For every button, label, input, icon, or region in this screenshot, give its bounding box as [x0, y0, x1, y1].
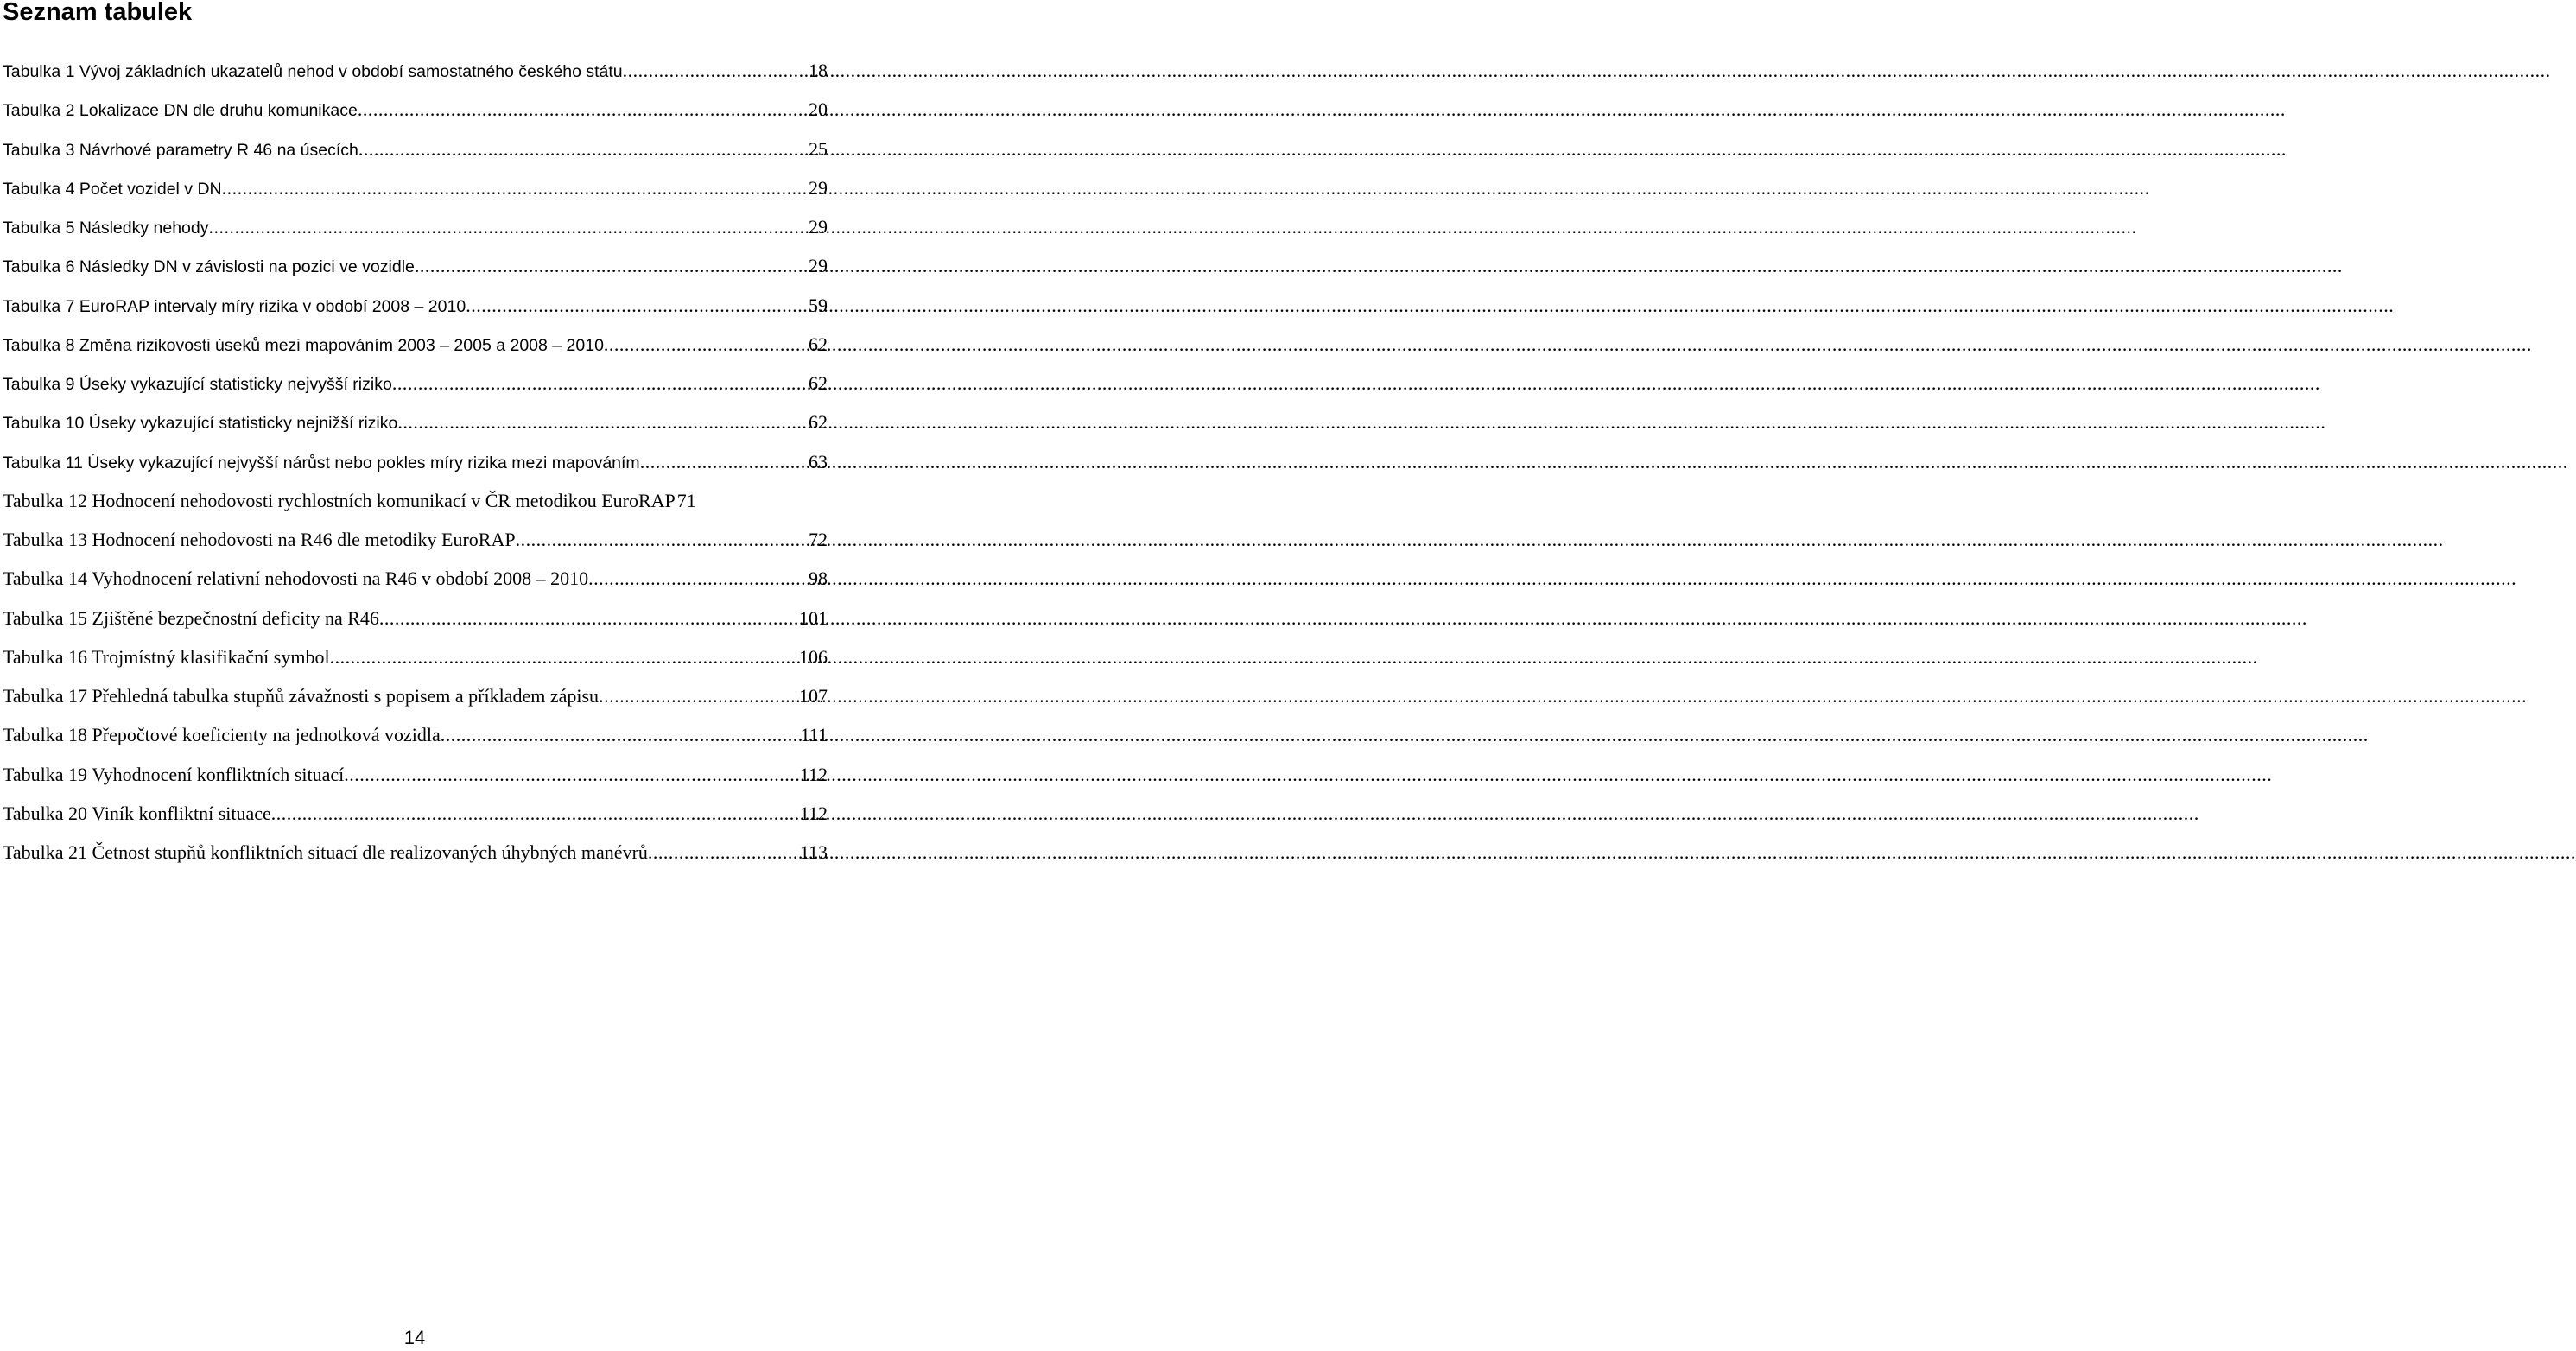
toc-entry[interactable]	[3, 207, 828, 246]
toc-entry[interactable]	[3, 246, 828, 285]
toc-page-number: 20	[809, 98, 828, 121]
toc-entry-text: Tabulka 11 Úseky vykazující nejvyšší nárůst nebo pokles míry rizika mezi mapováním	[3, 453, 640, 473]
toc-entry-text: Tabulka 12 Hodnocení nehodovosti rychlostních komunikací v ČR metodikou EuroRAP	[3, 489, 676, 511]
toc-dot-leader	[397, 403, 807, 441]
toc-dot-leader	[392, 364, 807, 403]
toc-entry-text: Tabulka 7 EuroRAP intervaly míry rizika v období 2008 – 2010	[3, 296, 466, 316]
toc-page-number: 59	[809, 294, 828, 316]
toc-page-number: 107	[799, 685, 828, 707]
toc-dot-leader	[466, 286, 807, 325]
toc-entry[interactable]	[3, 403, 828, 441]
toc-dot-leader	[358, 130, 807, 168]
toc-entry-text: Tabulka 4 Počet vozidel v DN	[3, 179, 222, 199]
toc-page-number: 29	[809, 216, 828, 238]
toc-entry-text: Tabulka 21 Četnost stupňů konfliktních situací dle realizovaných úhybných manévrů	[3, 841, 648, 863]
toc-dot-leader	[604, 325, 807, 364]
toc-entry[interactable]	[3, 599, 828, 637]
toc-dot-leader	[623, 51, 807, 90]
toc-page-number: 71	[676, 489, 696, 511]
toc-entry[interactable]	[3, 755, 828, 794]
toc-dot-leader	[441, 715, 799, 754]
toc-page-number: 111	[800, 724, 828, 746]
toc-dot-leader	[648, 833, 798, 872]
toc-page-number: 112	[799, 802, 828, 824]
toc-entry[interactable]	[3, 794, 828, 833]
toc-dot-leader	[588, 559, 807, 598]
toc-dot-leader	[516, 520, 807, 559]
toc-entry[interactable]	[3, 481, 828, 520]
toc-page-number: 98	[809, 568, 828, 590]
toc-entry-text: Tabulka 13 Hodnocení nehodovosti na R46 dle metodiky EuroRAP	[3, 529, 516, 550]
toc-dot-leader	[640, 442, 807, 481]
toc-dot-leader	[379, 599, 797, 637]
toc-entry-text: Tabulka 16 Trojmístný klasifikační symbol	[3, 645, 330, 668]
toc-entry-text: Tabulka 9 Úseky vykazující statisticky nejvyšší riziko	[3, 375, 392, 394]
toc-page-number: 29	[809, 176, 828, 199]
toc-entry-text: Tabulka 15 Zjištěné bezpečnostní deficity na R46	[3, 606, 379, 629]
toc-page-number: 113	[799, 841, 828, 863]
toc-entry-text: Tabulka 17 Přehledná tabulka stupňů závažnosti s popisem a příkladem zápisu	[3, 685, 600, 707]
toc-page-number: 106	[799, 645, 828, 668]
toc-entry-text: Tabulka 20 Viník konfliktní situace	[3, 802, 271, 824]
page-title: Seznam tabulek	[3, 0, 193, 26]
toc-entry-text: Tabulka 6 Následky DN v závislosti na pozici ve vozidle	[3, 257, 415, 277]
toc-entry[interactable]	[3, 130, 828, 168]
table-of-contents-list	[3, 51, 828, 872]
toc-entry-text: Tabulka 8 Změna rizikovosti úseků mezi mapováním 2003 – 2005 a 2008 – 2010	[3, 335, 604, 355]
toc-entry[interactable]	[3, 286, 828, 325]
toc-entry[interactable]	[3, 51, 828, 90]
toc-entry-text: Tabulka 1 Vývoj základních ukazatelů nehod v období samostatného českého státu	[3, 62, 623, 81]
toc-page-number: 112	[799, 763, 828, 785]
toc-entry-text: Tabulka 5 Následky nehody	[3, 219, 209, 238]
toc-entry[interactable]	[3, 676, 828, 715]
toc-page-number: 72	[809, 529, 828, 550]
toc-dot-leader	[271, 794, 798, 833]
toc-page-number: 62	[809, 333, 828, 355]
toc-entry[interactable]	[3, 90, 828, 129]
toc-entry-text: Tabulka 14 Vyhodnocení relativní nehodovosti na R46 v období 2008 – 2010	[3, 568, 589, 590]
toc-dot-leader	[358, 90, 807, 129]
toc-entry-text: Tabulka 2 Lokalizace DN dle druhu komunikace	[3, 101, 358, 121]
toc-page-number: 62	[809, 411, 828, 434]
toc-entry[interactable]	[3, 520, 828, 559]
toc-entry[interactable]	[3, 442, 828, 481]
toc-entry[interactable]	[3, 715, 828, 754]
toc-entry[interactable]	[3, 168, 828, 207]
toc-dot-leader	[222, 168, 807, 207]
footer-page-number: 14	[403, 1327, 426, 1348]
toc-dot-leader	[330, 637, 797, 676]
toc-dot-leader	[344, 755, 798, 794]
toc-entry[interactable]	[3, 833, 828, 872]
toc-entry-text: Tabulka 3 Návrhové parametry R 46 na úsecích	[3, 140, 358, 160]
toc-page-number: 18	[809, 60, 828, 81]
toc-entry-text: Tabulka 19 Vyhodnocení konfliktních situací	[3, 763, 345, 785]
toc-entry[interactable]	[3, 637, 828, 676]
toc-page-number: 63	[809, 450, 828, 473]
toc-page-number: 62	[809, 372, 828, 394]
toc-entry-text: Tabulka 18 Přepočtové koeficienty na jednotková vozidla	[3, 724, 441, 746]
toc-entry[interactable]	[3, 364, 828, 403]
toc-entry[interactable]	[3, 325, 828, 364]
toc-page-number: 25	[809, 137, 828, 160]
toc-entry-text: Tabulka 10 Úseky vykazující statisticky nejnižší riziko	[3, 414, 398, 434]
toc-entry[interactable]	[3, 559, 828, 598]
toc-page-number: 29	[809, 255, 828, 277]
toc-page-number: 101	[799, 606, 828, 629]
toc-dot-leader	[599, 676, 797, 715]
toc-dot-leader	[415, 246, 807, 285]
toc-dot-leader	[209, 207, 808, 246]
